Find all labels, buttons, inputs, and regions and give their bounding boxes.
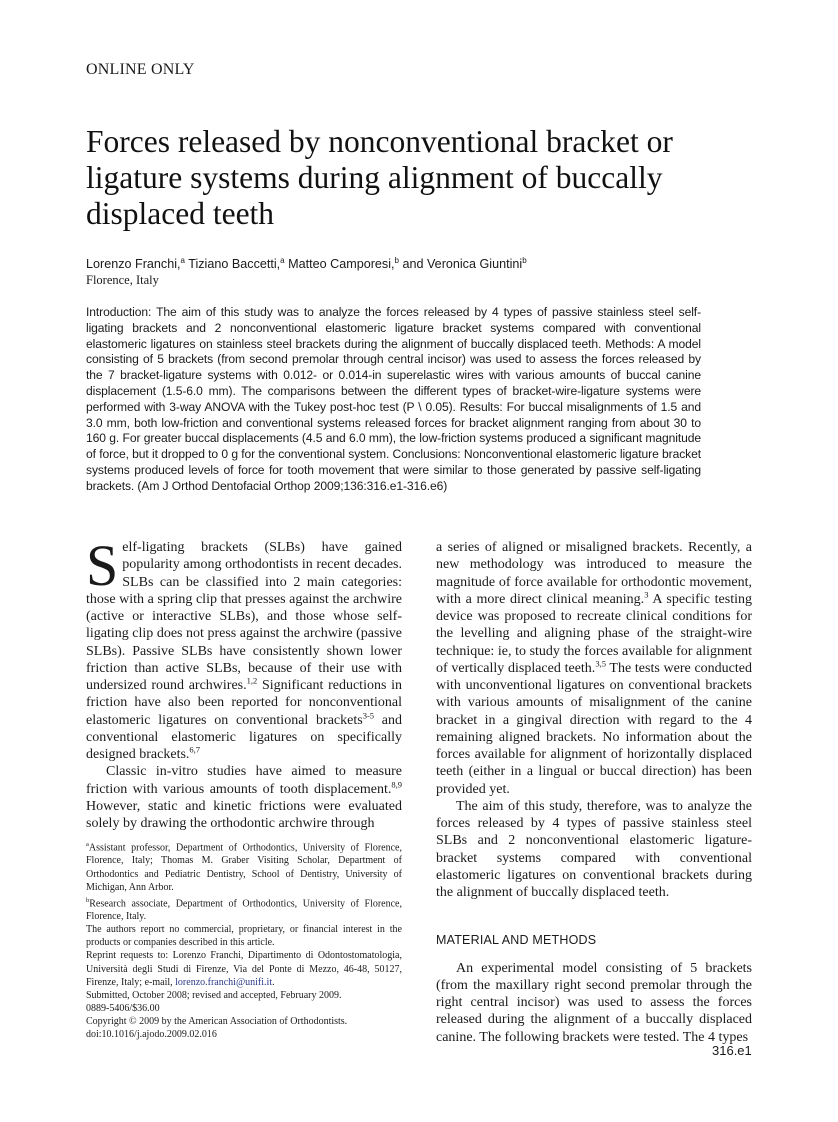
text: Assistant professor, Department of Orthodontics, University of Florence, Florence, Italy; Thomas M. Graber Visiting Scholar, Department of Orthodontics and Pediatric Dentistry, School of Dentistry, University of Michigan, Ann Arbor. — [86, 842, 402, 893]
body-paragraph — [86, 533, 402, 763]
reprint-requests — [86, 949, 402, 988]
affiliation-mark: b — [522, 256, 527, 265]
body-paragraph: The aim of this study, therefore, was to analyze the forces released by 4 types of passive stainless steel SLBs and 2 nonconventional elastomeric ligature-bracket systems compared with conventional elastomeric ligatures on conventional brackets during the alignment of buccally displaced teeth. — [436, 798, 752, 900]
text: Significant reductions in friction have also been reported for nonconventional elastomeric ligatures on conventional brackets — [86, 678, 402, 728]
abstract: Introduction: The aim of this study was to analyze the forces released by 4 types of passive stainless steel self-ligating brackets and 2 nonconventional elastomeric ligature bracket systems compared with conventional elastomeric ligatures on stainless steel brackets during the alignment of buccally displaced teeth. Methods: A model consisting of 5 brackets (from second premolar through central incisor) was used to assess the forces released by the 7 bracket-ligature systems with 0.012- or 0.014-in superelastic wires with various amounts of buccal canine displacement (1.5-6.0 mm). The comparisons between the different types of bracket-wire-ligature systems were performed with 3-way ANOVA with the Tukey post-hoc test (P \ 0.05). Results: For buccal misalignments of 1.5 and 3.0 mm, both low-friction and conventional systems released forces for bracket alignment ranging from about 30 to 160 g. For greater buccal displacements (4.5 and 6.0 mm), the low-friction systems produced a significant magnitude of force, but it dropped to 0 g for the conventional system. Conclusions: Nonconventional elastomeric ligature bracket systems produced levels of force for tooth movement that were similar to those generated by passive self-ligating brackets. (Am J Orthod Dentofacial Orthop 2009;136:316.e1-316.e6) — [86, 305, 701, 493]
author-list — [86, 256, 527, 271]
email-link[interactable]: lorenzo.franchi@unifi.it — [175, 976, 273, 988]
right-column — [436, 539, 752, 1046]
author: Tiziano Baccetti, — [184, 257, 281, 272]
text: elf-ligating brackets (SLBs) have gained popularity among orthodontists in recent decades. SLBs can be classified into 2 main categories: those with a spring clip that presses against the archwire (active or interactive SLBs), and those whose self-ligating clip does not press against the archwire (passive SLBs). Passive SLBs have consistently shown lower friction than active SLBs, because of their use with undersized round archwires. — [86, 540, 402, 693]
footnote-mark: b — [86, 896, 90, 904]
text: A specific testing device was proposed to recreate clinical conditions for the levelling and aligning phase of the straight-wire technique: ie, to study the forces available for alignment of vertically displaced teeth. — [436, 591, 752, 676]
text: Reprint requests to: Lorenzo Franchi, Dipartimento di Odontostomatologia, Università degli Studi di Firenze, Via del Ponte di Mezzo, 46-48, 50127, Firenze, Italy; e-mail, — [86, 950, 402, 988]
drop-cap: S — [86, 533, 119, 598]
issn: 0889-5406/$36.00 — [86, 1002, 160, 1014]
body-paragraph — [86, 763, 402, 832]
text: and conventional elastomeric ligatures on specifically designed brackets. — [86, 712, 402, 762]
submitted-date: Submitted, October 2008; revised and accepted, February 2009. — [86, 989, 342, 1001]
footnote-b — [86, 894, 402, 924]
citation[interactable]: 3-5 — [362, 709, 375, 720]
author: and Veronica Giuntini — [398, 257, 523, 272]
text: The tests were conducted with unconventional ligatures on conventional brackets with various amounts of misalignment of the canine bracket in a gingival direction with regard to the 4 remaining aligned brackets. No information about the forces available for alignment of horizontally displaced teeth (either in a lingual or buccal direction) has been provided yet. — [436, 660, 752, 797]
text: Classic in-vitro studies have aimed to measure friction with various amounts of tooth displacement. — [86, 764, 402, 797]
section-label: ONLINE ONLY — [86, 61, 195, 78]
left-column — [86, 533, 402, 832]
citation[interactable]: 6,7 — [189, 744, 201, 755]
affiliation-mark: a — [280, 256, 285, 265]
footnotes — [86, 838, 402, 1041]
text: Research associate, Department of Orthodontics, University of Florence, Florence, Italy. — [86, 898, 402, 923]
article-title: Forces released by nonconventional bracket or ligature systems during alignment of buccally displaced teeth — [86, 124, 673, 231]
citation[interactable]: 8,9 — [391, 778, 402, 789]
author-location: Florence, Italy — [86, 273, 159, 287]
citation[interactable]: 3,5 — [595, 658, 606, 669]
section-heading: MATERIAL AND METHODS — [436, 933, 597, 948]
text: However, static and kinetic frictions were evaluated solely by drawing the orthodontic archwire through — [86, 798, 402, 831]
footnote-a — [86, 838, 402, 894]
text: . — [272, 976, 275, 988]
doi[interactable]: doi:10.1016/j.ajodo.2009.02.016 — [86, 1028, 217, 1040]
affiliation-mark: b — [394, 256, 399, 265]
disclosure: The authors report no commercial, proprietary, or financial interest in the products or companies described in this article. — [86, 924, 402, 949]
page-number: 316.e1 — [712, 1043, 752, 1058]
affiliation-mark: a — [180, 256, 185, 265]
citation[interactable]: 1,2 — [246, 675, 258, 686]
citation[interactable]: 3 — [644, 589, 649, 600]
body-paragraph: An experimental model consisting of 5 brackets (from the maxillary right second premolar through the right central incisor) was used to assess the forces released during the alignment of a buccally displaced canine. The following brackets were tested. The 4 types — [436, 960, 752, 1045]
footnote-mark: a — [86, 841, 89, 848]
body-paragraph — [436, 539, 752, 798]
text: a series of aligned or misaligned brackets. Recently, a new methodology was introduced to measure the magnitude of force available for orthodontic movement, with a more direct clinical meaning. — [436, 540, 752, 607]
copyright: Copyright © 2009 by the American Association of Orthodontists. — [86, 1015, 348, 1027]
author: Lorenzo Franchi, — [86, 257, 181, 272]
author: Matteo Camporesi, — [284, 257, 395, 272]
